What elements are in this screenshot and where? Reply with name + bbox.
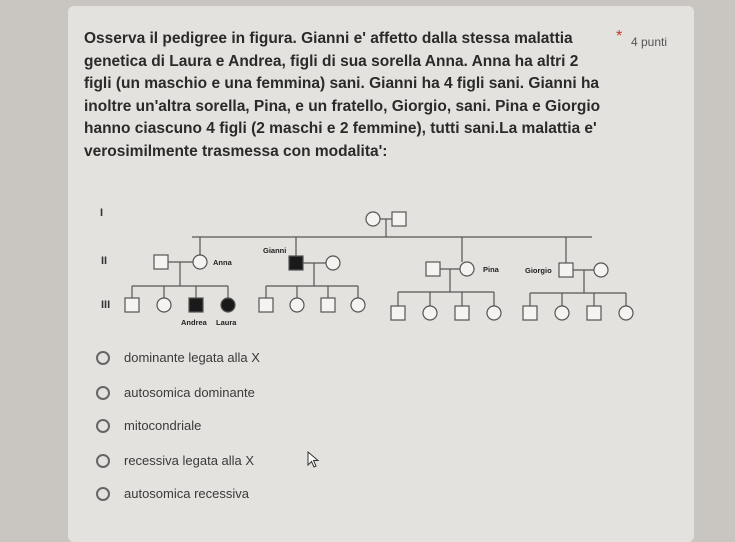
gianni-child-2 bbox=[290, 298, 304, 312]
radio-button[interactable] bbox=[96, 386, 110, 400]
option-label: recessiva legata alla X bbox=[124, 453, 255, 468]
generation-label-ii: II bbox=[101, 255, 108, 267]
gianni-child-4 bbox=[351, 298, 365, 312]
option-recessiva-x[interactable] bbox=[96, 453, 254, 468]
gen1-father bbox=[392, 212, 406, 226]
option-autosomica-recessiva[interactable] bbox=[96, 486, 249, 501]
label-laura: Laura bbox=[216, 318, 237, 327]
points-label: 4 punti bbox=[631, 35, 668, 49]
option-dominante-x[interactable] bbox=[96, 350, 260, 365]
gianni-child-3 bbox=[321, 298, 335, 312]
giorgio-child-1 bbox=[523, 306, 537, 320]
pina-child-1 bbox=[391, 306, 405, 320]
question-text: Osserva il pedigree in figura. Gianni e' affetto dalla stessa malattia genetica di Laura e Andrea, figli di sua sorella Anna. Anna ha altri 2 figli (un maschio e una femmina) sani. Gianni ha 4 figli sani. Gianni ha inoltre un'altra sorella, Pina, e un fratello, Giorgio, sani. Pina e Giorgio hanno ciascuno 4 figli (2 maschi e 2 femmine), tutti sani.La malattia e' verosimilmente trasmessa con modalita': bbox=[84, 30, 601, 160]
radio-button[interactable] bbox=[96, 419, 110, 433]
label-giorgio: Giorgio bbox=[525, 266, 552, 275]
radio-button[interactable] bbox=[96, 454, 110, 468]
laura-symbol bbox=[221, 298, 235, 312]
radio-button[interactable] bbox=[96, 487, 110, 501]
anna-symbol bbox=[193, 255, 207, 269]
label-pina: Pina bbox=[483, 265, 499, 274]
option-label: dominante legata alla X bbox=[124, 350, 260, 365]
label-andrea: Andrea bbox=[181, 318, 207, 327]
pina-symbol bbox=[460, 262, 474, 276]
option-autosomica-dominante[interactable] bbox=[96, 385, 255, 400]
gen1-mother bbox=[366, 212, 380, 226]
option-label: mitocondriale bbox=[124, 418, 202, 433]
giorgio-symbol bbox=[559, 263, 573, 277]
giorgio-wife bbox=[594, 263, 608, 277]
pina-child-4 bbox=[487, 306, 501, 320]
generation-label-iii: III bbox=[101, 299, 111, 311]
label-anna: Anna bbox=[213, 258, 232, 267]
pina-child-3 bbox=[455, 306, 469, 320]
anna-husband bbox=[154, 255, 168, 269]
mouse-cursor-icon bbox=[307, 451, 321, 469]
anna-son bbox=[125, 298, 139, 312]
radio-button[interactable] bbox=[96, 351, 110, 365]
giorgio-child-3 bbox=[587, 306, 601, 320]
generation-label-i: I bbox=[100, 207, 104, 219]
required-asterisk: * bbox=[616, 28, 623, 45]
pina-husband bbox=[426, 262, 440, 276]
anna-daughter bbox=[157, 298, 171, 312]
gianni-wife bbox=[326, 256, 340, 270]
andrea-symbol bbox=[189, 298, 203, 312]
option-label: autosomica dominante bbox=[124, 385, 255, 400]
option-label: autosomica recessiva bbox=[124, 486, 249, 501]
giorgio-child-4 bbox=[619, 306, 633, 320]
label-gianni: Gianni bbox=[263, 246, 287, 255]
gianni-child-1 bbox=[259, 298, 273, 312]
pina-child-2 bbox=[423, 306, 437, 320]
option-mitocondriale[interactable] bbox=[96, 418, 201, 433]
giorgio-child-2 bbox=[555, 306, 569, 320]
gianni-symbol bbox=[289, 256, 303, 270]
